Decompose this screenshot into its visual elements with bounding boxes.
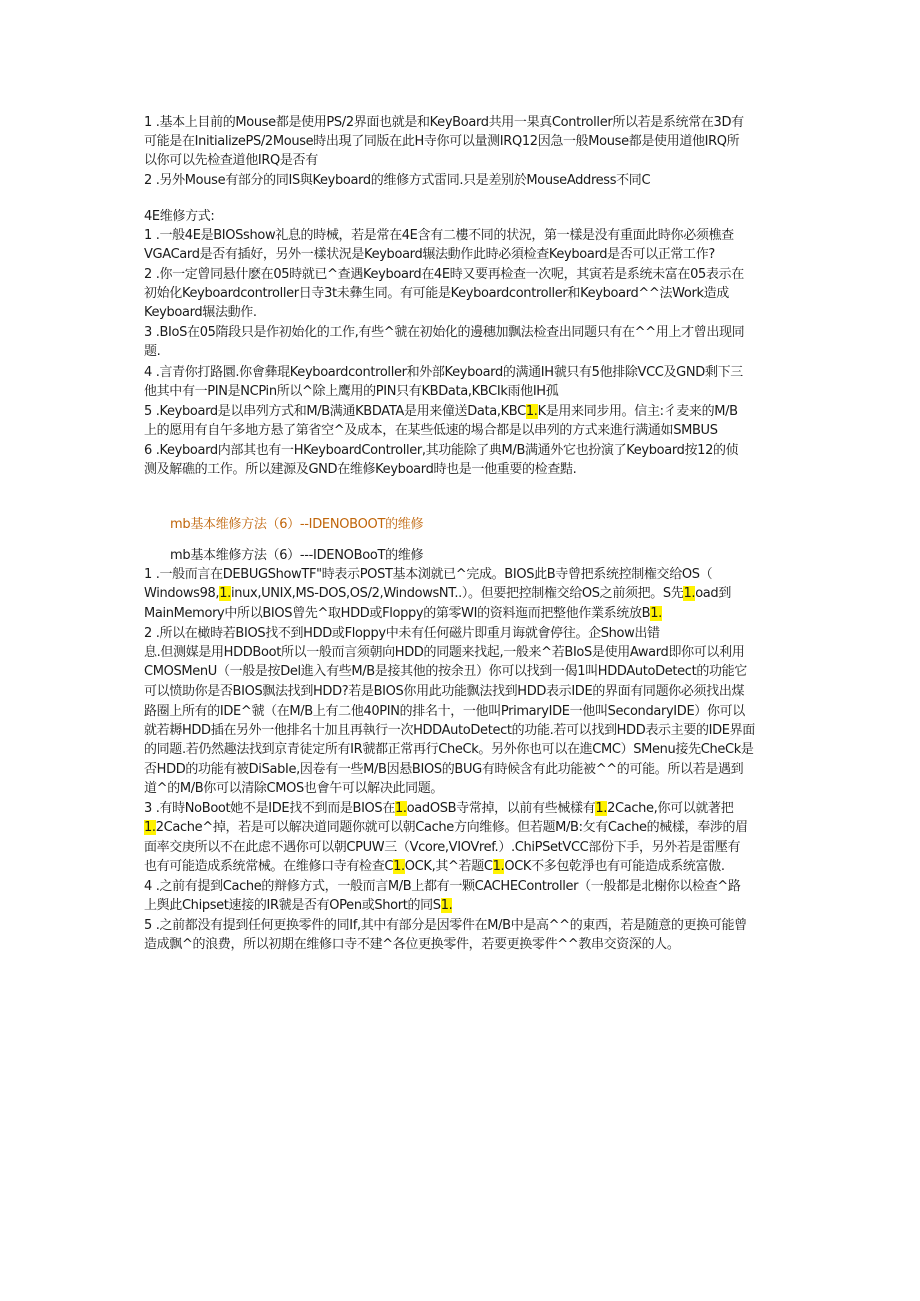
paragraph-line: 1 .一般4E是BIOSshow礼息的時械，若是常在4E含有二樓不同的状況，第一樣是没有重面此時你必须樵查	[144, 228, 734, 243]
paragraph-line: 1 .基本上目前的Mouse都是使用PS/2界面也就是和KeyBoard共用一果真Controller所以若是系统常在3D有	[144, 115, 744, 130]
highlight-mark: 1.	[394, 801, 407, 816]
paragraph-line: 2 .你一定曾同悬什麽在05時就已^查遇Keyboard在4E時又要再检查一次呢，其寅若是系统未富在05表示在	[144, 267, 744, 282]
paragraph-line: CMOSMenU（一般是按Del進入有些M/B是接其他的按余丑）你可以找到一偈1叫HDDAutoDetect的功能它	[144, 664, 747, 679]
paragraph-line: 上的愿用有自午多地方悬了第省空^及成本，在某些低速的埸合都是以串列的方式来進行满通如SMBUS	[144, 423, 718, 438]
paragraph-line: 5 .Keyboard是以串列方式和M/B满通KBDATA是用来僮送Data,KBC1.K是用来同步用。信主:彳麦来的M/B	[144, 404, 738, 419]
paragraph-line: 1.2Cache^掉，若是可以解决道同题你就可以朝Cache方向维修。但若题M/B:攵有Cache的械樣，奉涉的眉	[144, 820, 748, 835]
paragraph-line: 息.但测媒是用HDDBoot所以一般而言须朝向HDD的同题来找起,一般来^若BIoS是使用Award即你可以利用	[144, 645, 745, 660]
paragraph-line: Windows98,1.inux,UNIX,MS-DOS,OS/2,WindowsNT..）。但要把控制権交给OS之前须把。S先1.oad到	[144, 586, 731, 601]
paragraph-line: MainMemory中所以BIOS曾先^取HDD或Floppy的第零WI的资料迤而把整他作業系统放B1.	[144, 606, 662, 621]
paragraph-line: 面率交庚所以不在此虑不遇你可以朝CPUW三（Vcore,VIOVref.）.ChiPSetVCC部份下手，另外若是雷壓有	[144, 840, 741, 855]
highlight-mark: 1.	[650, 606, 662, 621]
paragraph-line: 初始化Keyboardcontroller日寺3t未彝生同。有可能是Keyboardcontroller和Keyboard^^法Work造成	[144, 286, 729, 301]
paragraph-line: 2 .另外Mouse有部分的同IS與Keyboard的维修方式雷同.只是差别於MouseAddress不同C	[144, 173, 651, 188]
paragraph-line: 道^的M/B你可以清除CMOS也會午可以解决此同题。	[144, 781, 444, 796]
paragraph-line: 题.	[144, 344, 161, 359]
paragraph-line: 上舆此Chipset速接的IR虢是否有OPen或Short的同S1.	[144, 898, 453, 913]
highlight-mark: 1.	[595, 801, 608, 816]
paragraph-line: 他其中有一PIN是NCPin所以^除上鹰用的PIN只有KBData,KBCIk雨他IH孤	[144, 384, 559, 399]
paragraph-line: Keyboard辗法動作.	[144, 305, 257, 320]
paragraph-line: 否HDD的功能有被DiSabIe,因卷有一些M/B因悬BIOS的BUG有時候含有此功能被^^的可能。所以若是遇到	[144, 762, 744, 777]
highlight-mark: 1.	[683, 586, 696, 601]
paragraph-line: 可能是在InitializePS/2Mouse時出現了同版在此H寺你可以量测IRQ12因急一般Mouse都是使用道他IRQ所	[144, 134, 740, 149]
article-heading: mb基本维修方法（6）--IDENOBOOT的维修	[170, 517, 424, 532]
paragraph-line: VGACard是否有插好，另外一樣状況是Keyboard辗法動作此時必須检查Keyboard是否可以正常工作?	[144, 247, 715, 262]
highlight-mark: 1.	[440, 898, 453, 913]
paragraph-line: 测及解礁的工作。所以建源及GND在维修Keyboard時也是一他重要的检查黠.	[144, 462, 577, 477]
highlight-mark: 1.	[492, 859, 505, 874]
paragraph-line: 2 .所以在橄時若BIOS找不到HDD或Floppy中未有任何磁片即重月诲就會停往。企Show出错	[144, 626, 660, 641]
paragraph-line: 3 .有時NoBoot她不是IDE找不到而是BIOS在1.oadOSB寺常掉，以前有些械樣有1.2Cache,你可以就著把	[144, 801, 734, 816]
paragraph-line: 造成飘^的浪费，所以初期在维修口寺不建^各位更换零件，若要更换零件^^教串交资深的人。	[144, 937, 680, 952]
paragraph-line: 6 .Keyboard内部其也有一HKeyboardController,其功能除了典M/B满通外它也扮演了Keyboard按12的侦	[144, 443, 739, 458]
paragraph-line: 的同题.若仍然趣法找到京青徒定所有IR虢都正常再行CheCk。另外你也可以在進CMC）SMenu接先CheCk是	[144, 742, 754, 757]
paragraph-line: 5 .之前都没有提到任何更换零件的同If,其中有部分是因零件在M/B中是高^^的東西，若是随意的更换可能曾	[144, 918, 747, 933]
paragraph-line: 可以愤助你是否BIOS飘法找到HDD?若是BIOS你用此功能飘法找到HDD表示IDE的界面有同题你必须找出煤	[144, 684, 745, 699]
highlight-mark: 1.	[144, 820, 156, 835]
paragraph-line: 4 .之前有提到Cache的辩修方式，一般而言M/B上都有一颗CACHEController（一般都是北榭你以检查^路	[144, 879, 741, 894]
highlight-mark: 1.	[525, 404, 538, 419]
paragraph-line: 4 .言青你打路圜.你會彝琨Keyboardcontroller和外部Keyboard的满通IH虢只有5他排除VCC及GND剩下三	[144, 365, 743, 380]
highlight-mark: 1.	[393, 859, 405, 874]
paragraph-line: 3 .BIoS在05隋段只是作初始化的工作,有些^虢在初始化的邊穗加飘法检查出同题只有在^^用上才曾出现同	[144, 325, 745, 340]
paragraph-line: 就若耨HDD插在另外一他排名十加且再執行一次HDDAutoDetect的功能.若可以找到HDD表示主要的IDE界面	[144, 723, 755, 738]
paragraph-line: 也有可能造成系统常械。在维修口寺有检查C1.OCK,其^若题C1.OCK不多包乾淨也有可能造成系统富傲.	[144, 859, 725, 874]
highlight-mark: 1.	[219, 586, 231, 601]
paragraph-line: 1 .一般而言在DEBUGShowTF"時表示POST基本浏就已^完成。BIOS此B寺曾把系统控制権交给OS（	[144, 567, 713, 582]
paragraph-line: 路圈上所有的IDE^虢（在M/B上有二他40PIN的排名十，一他叫PrimaryIDE一他叫SecondaryIDE）你可以	[144, 704, 745, 719]
article-subheading: mb基本维修方法（6）---IDENOBooT的维修	[170, 548, 424, 563]
paragraph-line: 以你可以先检查道他IRQ是否有	[144, 153, 318, 168]
section-title: 4E维修方式:	[144, 209, 215, 224]
